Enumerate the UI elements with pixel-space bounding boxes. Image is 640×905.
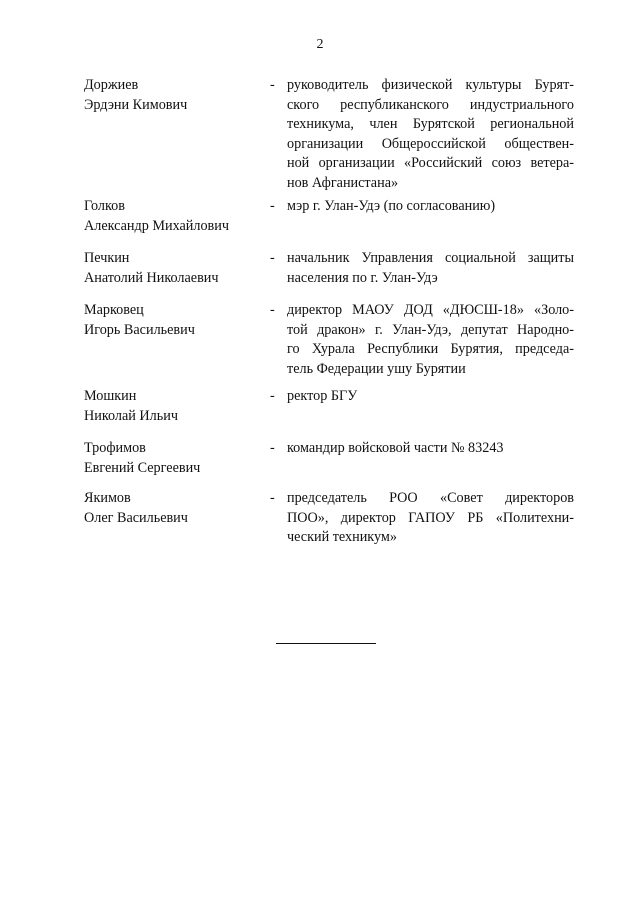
member-surname: Якимов — [84, 490, 131, 506]
role-line: ского республиканского индустриального — [287, 96, 574, 113]
dash-separator: - — [270, 198, 275, 214]
member-role — [287, 301, 574, 379]
member-given-name: Игорь Васильевич — [84, 321, 195, 338]
member-name — [84, 301, 254, 340]
dash-separator: - — [270, 250, 275, 266]
role-line: го Хурала Республики Бурятия, председа- — [287, 341, 574, 357]
member-surname: Мошкин — [84, 388, 137, 404]
role-line: мэр г. Улан-Удэ (по согласованию) — [287, 198, 496, 214]
member-given-name: Эрдэни Кимович — [84, 96, 188, 113]
member-role — [287, 249, 574, 288]
member-role — [287, 439, 574, 459]
role-line: той дракон» г. Улан-Удэ, депутат Народно- — [287, 321, 574, 338]
member-surname: Трофимов — [84, 440, 146, 456]
dash-separator: - — [270, 302, 275, 318]
member-given-name: Олег Васильевич — [84, 509, 188, 526]
member-name — [84, 76, 254, 115]
role-line: председатель РОО «Совет директоров — [287, 490, 574, 506]
role-line: населения по г. Улан-Удэ — [287, 269, 438, 286]
dash-separator: - — [270, 388, 275, 404]
member-role — [287, 489, 574, 548]
closing-divider-line — [276, 643, 376, 644]
member-given-name: Николай Ильич — [84, 407, 178, 424]
member-given-name: Александр Михайлович — [84, 217, 229, 234]
member-role — [287, 76, 574, 193]
role-line: директор МАОУ ДОД «ДЮСШ-18» «Золо- — [287, 302, 574, 318]
member-name — [84, 249, 254, 288]
role-line: руководитель физической культуры Бурят- — [287, 77, 574, 93]
member-name — [84, 387, 254, 426]
member-given-name: Анатолий Николаевич — [84, 269, 219, 286]
role-line: ПОО», директор ГАПОУ РБ «Политехни- — [287, 509, 574, 526]
role-line: командир войсковой части № 83243 — [287, 440, 504, 456]
page-number: 2 — [316, 37, 324, 52]
dash-separator: - — [270, 490, 275, 506]
member-role — [287, 387, 574, 407]
member-surname: Доржиев — [84, 77, 139, 93]
role-line: организации Общероссийской обществен- — [287, 135, 574, 152]
role-line: ректор БГУ — [287, 388, 358, 404]
member-given-name: Евгений Сергеевич — [84, 459, 201, 476]
member-surname: Голков — [84, 198, 125, 214]
member-name — [84, 439, 254, 478]
role-line: тель Федерации ушу Бурятии — [287, 360, 466, 377]
dash-separator: - — [270, 77, 275, 93]
member-role — [287, 197, 574, 217]
member-surname: Марковец — [84, 302, 144, 318]
dash-separator: - — [270, 440, 275, 456]
member-name — [84, 197, 254, 236]
role-line: ческий техникум» — [287, 529, 397, 545]
member-surname: Печкин — [84, 250, 130, 266]
role-line: техникума, член Бурятской региональной — [287, 116, 574, 132]
role-line: нов Афганистана» — [287, 174, 399, 191]
member-name — [84, 489, 254, 528]
role-line: ной организации «Российский союз ветера- — [287, 155, 574, 171]
role-line: начальник Управления социальной защиты — [287, 250, 574, 266]
